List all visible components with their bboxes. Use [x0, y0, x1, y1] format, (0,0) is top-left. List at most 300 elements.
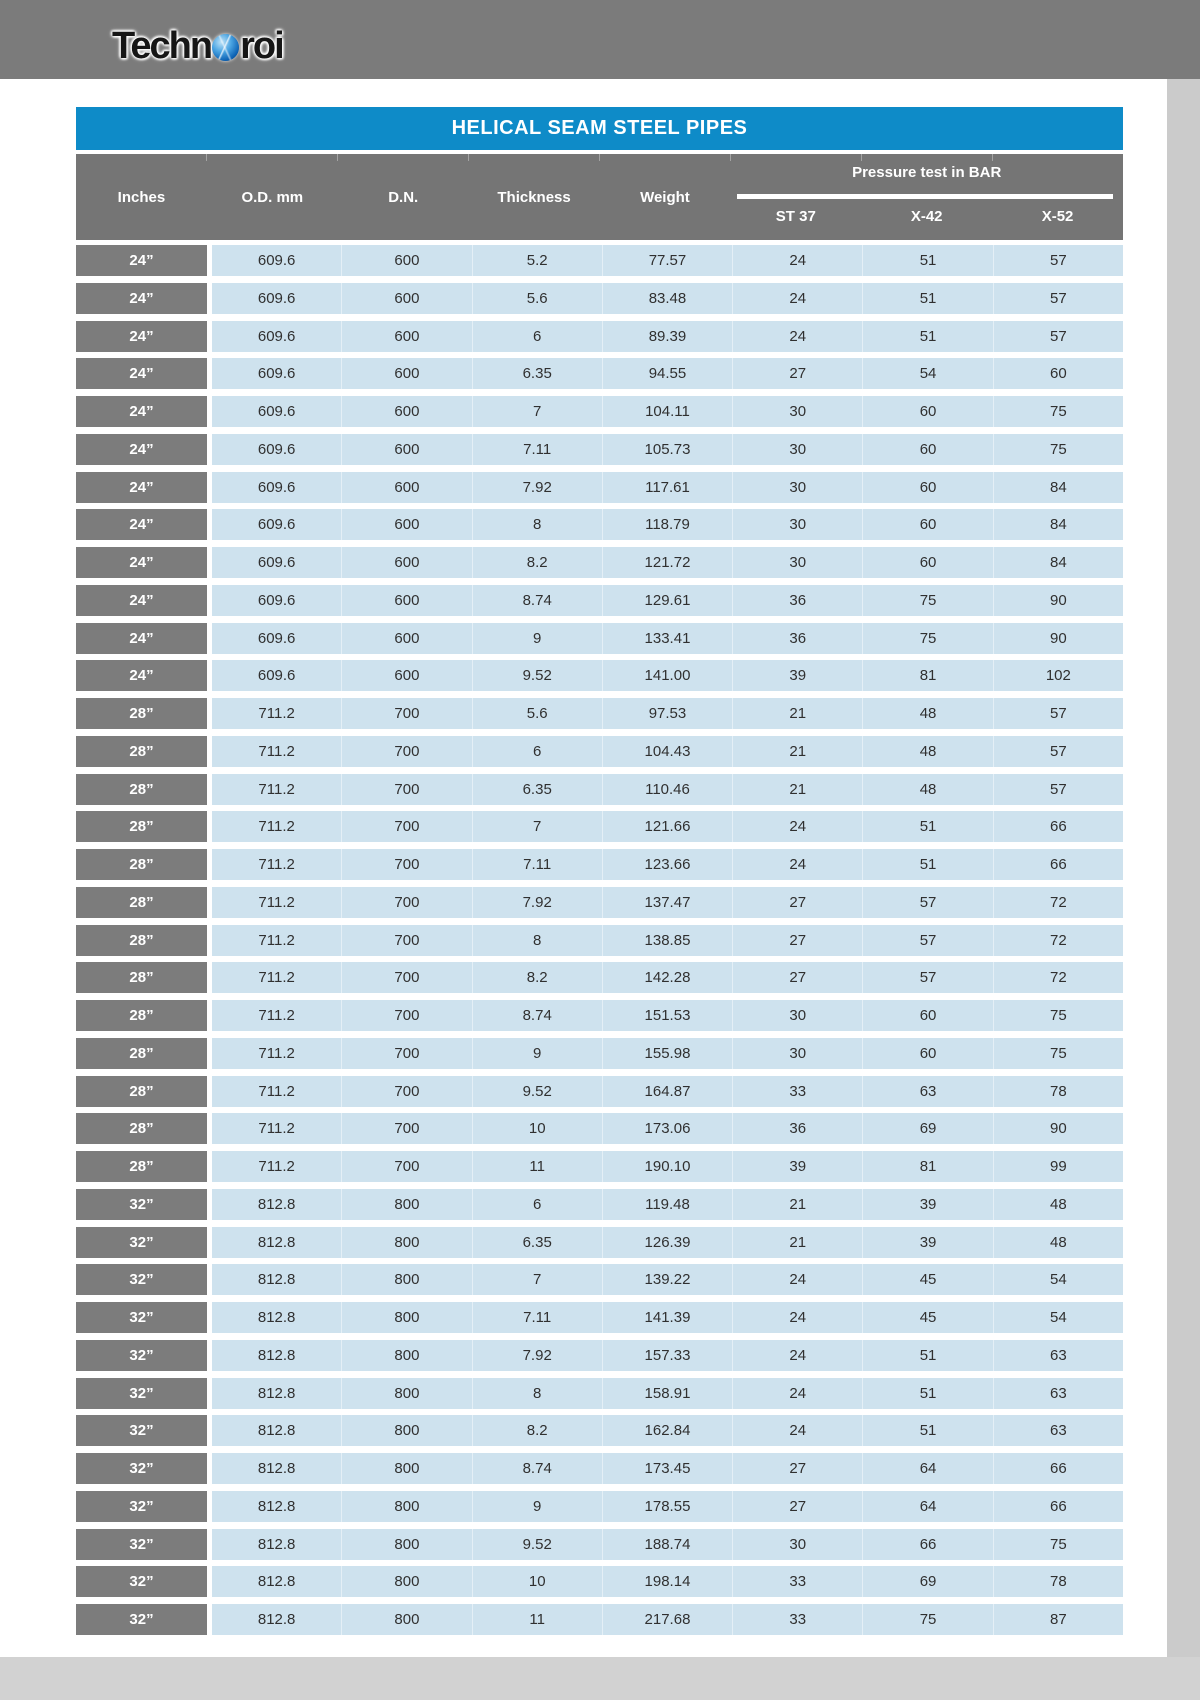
row-data: [212, 396, 1123, 427]
table-row: [76, 1378, 1123, 1409]
cell-dn: 800: [341, 1415, 471, 1446]
cell-thickness: 8.74: [472, 1453, 602, 1484]
cell-weight: 94.55: [602, 358, 732, 389]
cell-st37: 30: [732, 1000, 862, 1031]
cell-dn: 600: [341, 509, 471, 540]
cell-x42: 64: [862, 1491, 992, 1522]
cell-x42: 66: [862, 1529, 992, 1560]
row-label-inches: 28”: [76, 811, 207, 842]
cell-x42: 81: [862, 1151, 992, 1182]
cell-x52: 75: [993, 1038, 1123, 1069]
cell-x52: 63: [993, 1415, 1123, 1446]
table-row: [76, 1453, 1123, 1484]
cell-x42: 51: [862, 321, 992, 352]
cell-thickness: 11: [472, 1604, 602, 1635]
cell-dn: 600: [341, 283, 471, 314]
cell-od-mm: 711.2: [258, 1082, 295, 1100]
row-data: [212, 1529, 1123, 1560]
cell-x52: 90: [993, 1113, 1123, 1144]
cell-od-mm: 609.6: [257, 289, 296, 307]
cell-x42: 54: [862, 358, 992, 389]
row-data: [212, 245, 1123, 276]
row-data: [212, 1151, 1123, 1182]
table-row: [76, 698, 1123, 729]
cell-thickness: 8: [472, 1378, 602, 1409]
cell-x42: 75: [862, 585, 992, 616]
cell-st37: 24: [732, 245, 862, 276]
cell-dn: 800: [341, 1264, 471, 1295]
cell-thickness: 9: [472, 1038, 602, 1069]
table-header: [76, 154, 1123, 240]
row-label-inches: 24”: [76, 396, 207, 427]
row-label-inches: 24”: [76, 321, 207, 352]
header-x52: X-52: [1041, 208, 1074, 225]
cell-x52: 57: [993, 245, 1123, 276]
row-label-inches: 32”: [76, 1415, 207, 1446]
cell-st37: 27: [732, 925, 862, 956]
cell-od-mm: 812.8: [257, 1309, 296, 1326]
cell-thickness: 11: [472, 1151, 602, 1182]
cell-dn: 800: [341, 1378, 471, 1409]
cell-st37: 27: [732, 962, 862, 993]
cell-thickness: 7: [472, 1264, 602, 1295]
table-row: [76, 660, 1123, 691]
cell-weight: 217.68: [602, 1604, 732, 1635]
cell-st37: 21: [732, 698, 862, 729]
cell-thickness: 7.92: [472, 1340, 602, 1371]
row-label-inches: 28”: [76, 1038, 207, 1069]
cell-x52: 60: [993, 358, 1123, 389]
cell-thickness: 5.2: [472, 245, 602, 276]
cell-dn: 700: [341, 698, 471, 729]
pressure-underline: [737, 194, 1113, 199]
cell-od-mm: 711.2: [258, 705, 295, 722]
cell-x52: 63: [993, 1378, 1123, 1409]
table-title: HELICAL SEAM STEEL PIPES: [76, 107, 1123, 150]
cell-st37: 24: [732, 849, 862, 880]
cell-dn: 600: [341, 660, 471, 691]
table-row: [76, 1076, 1123, 1107]
row-data: [212, 698, 1123, 729]
row-label-inches: 32”: [76, 1189, 207, 1220]
cell-st37: 30: [732, 472, 862, 503]
cell-od-mm: 812.8: [257, 1195, 296, 1213]
cell-weight: 190.10: [602, 1151, 732, 1182]
header-inches: Inches: [117, 188, 166, 206]
cell-dn: 600: [341, 358, 471, 389]
row-label-inches: 24”: [76, 547, 207, 578]
cell-dn: 600: [341, 585, 471, 616]
cell-x42: 51: [862, 849, 992, 880]
table-row: [76, 434, 1123, 465]
table-row: [76, 1604, 1123, 1635]
cell-dn: 800: [341, 1302, 471, 1333]
cell-x42: 60: [862, 509, 992, 540]
cell-x52: 57: [993, 283, 1123, 314]
cell-od-mm: 609.6: [257, 591, 296, 609]
row-data: [212, 1000, 1123, 1031]
cell-weight: 151.53: [602, 1000, 732, 1031]
cell-weight: 129.61: [602, 585, 732, 616]
cell-x52: 48: [993, 1189, 1123, 1220]
cell-weight: 110.46: [602, 774, 732, 805]
row-data: [212, 1378, 1123, 1409]
cell-x52: 99: [993, 1151, 1123, 1182]
cell-x52: 66: [993, 811, 1123, 842]
table-row: [76, 925, 1123, 956]
cell-st37: 39: [732, 1151, 862, 1182]
cell-st37: 39: [732, 660, 862, 691]
row-data: [212, 358, 1123, 389]
cell-od-mm: 711.2: [258, 893, 295, 911]
cell-weight: 173.06: [602, 1113, 732, 1144]
row-label-inches: 24”: [76, 623, 207, 654]
row-data: [212, 1189, 1123, 1220]
cell-x52: 84: [993, 472, 1123, 503]
cell-st37: 36: [732, 585, 862, 616]
row-data: [212, 1340, 1123, 1371]
header-pressure-group: [730, 154, 1123, 240]
cell-dn: 800: [341, 1491, 471, 1522]
cell-x42: 51: [862, 1415, 992, 1446]
cell-dn: 700: [341, 1000, 471, 1031]
cell-x42: 39: [862, 1189, 992, 1220]
cell-x52: 72: [993, 962, 1123, 993]
cell-x52: 66: [993, 1491, 1123, 1522]
cell-weight: 117.61: [602, 472, 732, 503]
cell-weight: 137.47: [602, 887, 732, 918]
cell-od-mm: 711.2: [258, 1007, 295, 1024]
cell-od-mm: 609.6: [257, 252, 296, 269]
cell-thickness: 8.74: [472, 1000, 602, 1031]
row-label-inches: 32”: [76, 1566, 207, 1597]
cell-x52: 57: [993, 774, 1123, 805]
cell-x42: 57: [862, 887, 992, 918]
cell-x42: 69: [862, 1566, 992, 1597]
row-data: [212, 1302, 1123, 1333]
cell-weight: 118.79: [602, 509, 732, 540]
row-data: [212, 660, 1123, 691]
row-label-inches: 32”: [76, 1378, 207, 1409]
cell-x52: 54: [993, 1302, 1123, 1333]
cell-thickness: 6.35: [472, 774, 602, 805]
cell-thickness: 9.52: [472, 1076, 602, 1107]
globe-icon: [212, 34, 239, 61]
cell-x42: 63: [862, 1076, 992, 1107]
cell-thickness: 7: [472, 396, 602, 427]
table-row: [76, 887, 1123, 918]
row-data: [212, 1264, 1123, 1295]
cell-thickness: 7.11: [472, 849, 602, 880]
cell-weight: 138.85: [602, 925, 732, 956]
cell-dn: 600: [341, 547, 471, 578]
cell-od-mm: 609.6: [257, 365, 296, 383]
cell-od-mm: 812.8: [257, 1535, 296, 1553]
cell-st37: 21: [732, 1227, 862, 1258]
cell-st37: 24: [732, 321, 862, 352]
cell-od-mm: 812.8: [257, 1233, 296, 1251]
cell-od-mm: 609.6: [257, 516, 296, 534]
cell-weight: 142.28: [602, 962, 732, 993]
cell-x52: 75: [993, 1529, 1123, 1560]
table-row: [76, 1227, 1123, 1258]
cell-x52: 78: [993, 1076, 1123, 1107]
cell-st37: 24: [732, 1340, 862, 1371]
cell-od-mm: 711.2: [258, 1158, 295, 1175]
cell-thickness: 9.52: [472, 660, 602, 691]
cell-x52: 63: [993, 1340, 1123, 1371]
table-row: [76, 358, 1123, 389]
cell-od-mm: 812.8: [257, 1611, 296, 1628]
table-row: [76, 736, 1123, 767]
row-data: [212, 1604, 1123, 1635]
cell-od-mm: 609.6: [257, 554, 296, 571]
cell-st37: 33: [732, 1076, 862, 1107]
row-label-inches: 24”: [76, 358, 207, 389]
cell-dn: 700: [341, 811, 471, 842]
row-label-inches: 28”: [76, 849, 207, 880]
cell-x42: 51: [862, 1340, 992, 1371]
cell-st37: 24: [732, 1378, 862, 1409]
row-data: [212, 736, 1123, 767]
table-row: [76, 547, 1123, 578]
cell-weight: 89.39: [602, 321, 732, 352]
cell-od-mm: 711.2: [258, 818, 295, 836]
row-data: [212, 434, 1123, 465]
cell-thickness: 7.92: [472, 472, 602, 503]
header-thickness: Thickness: [497, 188, 571, 206]
cell-x52: 72: [993, 925, 1123, 956]
row-data: [212, 774, 1123, 805]
row-data: [212, 849, 1123, 880]
cell-weight: 126.39: [602, 1227, 732, 1258]
table-row: [76, 1264, 1123, 1295]
row-label-inches: 24”: [76, 472, 207, 503]
row-data: [212, 962, 1123, 993]
cell-x42: 64: [862, 1453, 992, 1484]
row-data: [212, 585, 1123, 616]
cell-thickness: 9: [472, 1491, 602, 1522]
cell-st37: 21: [732, 774, 862, 805]
cell-dn: 600: [341, 623, 471, 654]
cell-x52: 72: [993, 887, 1123, 918]
cell-x42: 51: [862, 811, 992, 842]
logo-text-left: Techn: [112, 25, 212, 67]
row-label-inches: 28”: [76, 736, 207, 767]
top-brand-band: [0, 0, 1200, 79]
cell-od-mm: 609.6: [257, 327, 296, 345]
cell-x52: 57: [993, 698, 1123, 729]
cell-dn: 700: [341, 1151, 471, 1182]
cell-x42: 39: [862, 1227, 992, 1258]
table-row: [76, 1302, 1123, 1333]
row-label-inches: 32”: [76, 1302, 207, 1333]
cell-dn: 700: [341, 962, 471, 993]
row-label-inches: 32”: [76, 1227, 207, 1258]
cell-x52: 102: [993, 660, 1123, 691]
cell-od-mm: 609.6: [257, 629, 296, 647]
cell-x52: 75: [993, 434, 1123, 465]
row-label-inches: 32”: [76, 1264, 207, 1295]
cell-dn: 800: [341, 1227, 471, 1258]
cell-st37: 24: [732, 811, 862, 842]
table-row: [76, 1415, 1123, 1446]
cell-x42: 69: [862, 1113, 992, 1144]
cell-od-mm: 711.2: [258, 742, 295, 760]
cell-x42: 48: [862, 736, 992, 767]
row-label-inches: 24”: [76, 660, 207, 691]
table-row: [76, 1529, 1123, 1560]
row-label-inches: 28”: [76, 1076, 207, 1107]
cell-x52: 66: [993, 849, 1123, 880]
row-data: [212, 547, 1123, 578]
cell-x52: 66: [993, 1453, 1123, 1484]
cell-dn: 600: [341, 245, 471, 276]
cell-x42: 48: [862, 774, 992, 805]
row-data: [212, 887, 1123, 918]
cell-x42: 51: [862, 245, 992, 276]
cell-x52: 84: [993, 509, 1123, 540]
page-right-margin: [1167, 79, 1200, 1700]
cell-x42: 60: [862, 1038, 992, 1069]
cell-weight: 105.73: [602, 434, 732, 465]
row-label-inches: 28”: [76, 887, 207, 918]
row-label-inches: 28”: [76, 962, 207, 993]
row-label-inches: 28”: [76, 774, 207, 805]
cell-od-mm: 711.2: [258, 1044, 295, 1062]
cell-weight: 133.41: [602, 623, 732, 654]
cell-x42: 60: [862, 547, 992, 578]
cell-thickness: 7.11: [472, 1302, 602, 1333]
cell-weight: 104.11: [602, 396, 732, 427]
header-x42: X-42: [910, 208, 943, 225]
cell-st37: 30: [732, 509, 862, 540]
row-data: [212, 623, 1123, 654]
row-data: [212, 283, 1123, 314]
cell-x42: 57: [862, 962, 992, 993]
cell-dn: 600: [341, 472, 471, 503]
cell-weight: 77.57: [602, 245, 732, 276]
cell-x52: 90: [993, 585, 1123, 616]
cell-od-mm: 812.8: [257, 1346, 296, 1364]
table-row: [76, 623, 1123, 654]
row-label-inches: 24”: [76, 245, 207, 276]
cell-st37: 30: [732, 396, 862, 427]
cell-st37: 30: [732, 547, 862, 578]
row-label-inches: 32”: [76, 1491, 207, 1522]
cell-x42: 60: [862, 396, 992, 427]
cell-st37: 27: [732, 1491, 862, 1522]
cell-x42: 48: [862, 698, 992, 729]
cell-dn: 700: [341, 774, 471, 805]
cell-od-mm: 812.8: [257, 1384, 296, 1402]
row-data: [212, 1113, 1123, 1144]
cell-thickness: 7.92: [472, 887, 602, 918]
cell-od-mm: 609.6: [257, 403, 296, 420]
cell-st37: 30: [732, 1529, 862, 1560]
cell-weight: 83.48: [602, 283, 732, 314]
row-data: [212, 1566, 1123, 1597]
row-label-inches: 24”: [76, 283, 207, 314]
header-pressure-label: Pressure test in BAR: [852, 164, 1002, 181]
cell-st37: 30: [732, 434, 862, 465]
row-label-inches: 28”: [76, 1113, 207, 1144]
cell-st37: 24: [732, 1302, 862, 1333]
cell-weight: 158.91: [602, 1378, 732, 1409]
row-label-inches: 28”: [76, 1151, 207, 1182]
cell-od-mm: 609.6: [257, 478, 296, 496]
cell-od-mm: 812.8: [257, 1271, 296, 1289]
cell-dn: 800: [341, 1453, 471, 1484]
table-row: [76, 962, 1123, 993]
row-data: [212, 1227, 1123, 1258]
table-row: [76, 1189, 1123, 1220]
cell-thickness: 5.6: [472, 698, 602, 729]
header-weight: Weight: [640, 188, 690, 206]
cell-x42: 51: [862, 1378, 992, 1409]
cell-x42: 57: [862, 925, 992, 956]
cell-dn: 700: [341, 925, 471, 956]
cell-od-mm: 609.6: [257, 667, 296, 685]
cell-dn: 600: [341, 321, 471, 352]
row-data: [212, 1491, 1123, 1522]
cell-thickness: 9: [472, 623, 602, 654]
cell-weight: 155.98: [602, 1038, 732, 1069]
cell-x52: 87: [993, 1604, 1123, 1635]
cell-thickness: 8: [472, 925, 602, 956]
cell-dn: 800: [341, 1340, 471, 1371]
cell-weight: 119.48: [602, 1189, 732, 1220]
cell-dn: 800: [341, 1189, 471, 1220]
table-row: [76, 1491, 1123, 1522]
cell-od-mm: 711.2: [258, 780, 295, 798]
pipes-spec-table: [76, 107, 1123, 1642]
row-label-inches: 28”: [76, 1000, 207, 1031]
cell-x42: 75: [862, 623, 992, 654]
cell-dn: 600: [341, 434, 471, 465]
cell-od-mm: 812.8: [257, 1573, 296, 1591]
cell-st37: 27: [732, 358, 862, 389]
cell-thickness: 7.11: [472, 434, 602, 465]
cell-weight: 164.87: [602, 1076, 732, 1107]
cell-thickness: 8.2: [472, 962, 602, 993]
cell-st37: 21: [732, 1189, 862, 1220]
row-label-inches: 28”: [76, 925, 207, 956]
table-row: [76, 1340, 1123, 1371]
cell-x42: 75: [862, 1604, 992, 1635]
cell-x52: 57: [993, 321, 1123, 352]
cell-dn: 800: [341, 1529, 471, 1560]
cell-x52: 90: [993, 623, 1123, 654]
table-row: [76, 509, 1123, 540]
table-row: [76, 585, 1123, 616]
row-data: [212, 1038, 1123, 1069]
table-row: [76, 1566, 1123, 1597]
cell-x52: 48: [993, 1227, 1123, 1258]
cell-st37: 36: [732, 623, 862, 654]
cell-thickness: 8: [472, 509, 602, 540]
cell-thickness: 10: [472, 1566, 602, 1597]
table-row: [76, 1151, 1123, 1182]
cell-thickness: 6.35: [472, 1227, 602, 1258]
cell-weight: 198.14: [602, 1566, 732, 1597]
cell-weight: 141.00: [602, 660, 732, 691]
cell-x42: 60: [862, 1000, 992, 1031]
row-data: [212, 321, 1123, 352]
cell-st37: 30: [732, 1038, 862, 1069]
table-row: [76, 283, 1123, 314]
row-data: [212, 925, 1123, 956]
